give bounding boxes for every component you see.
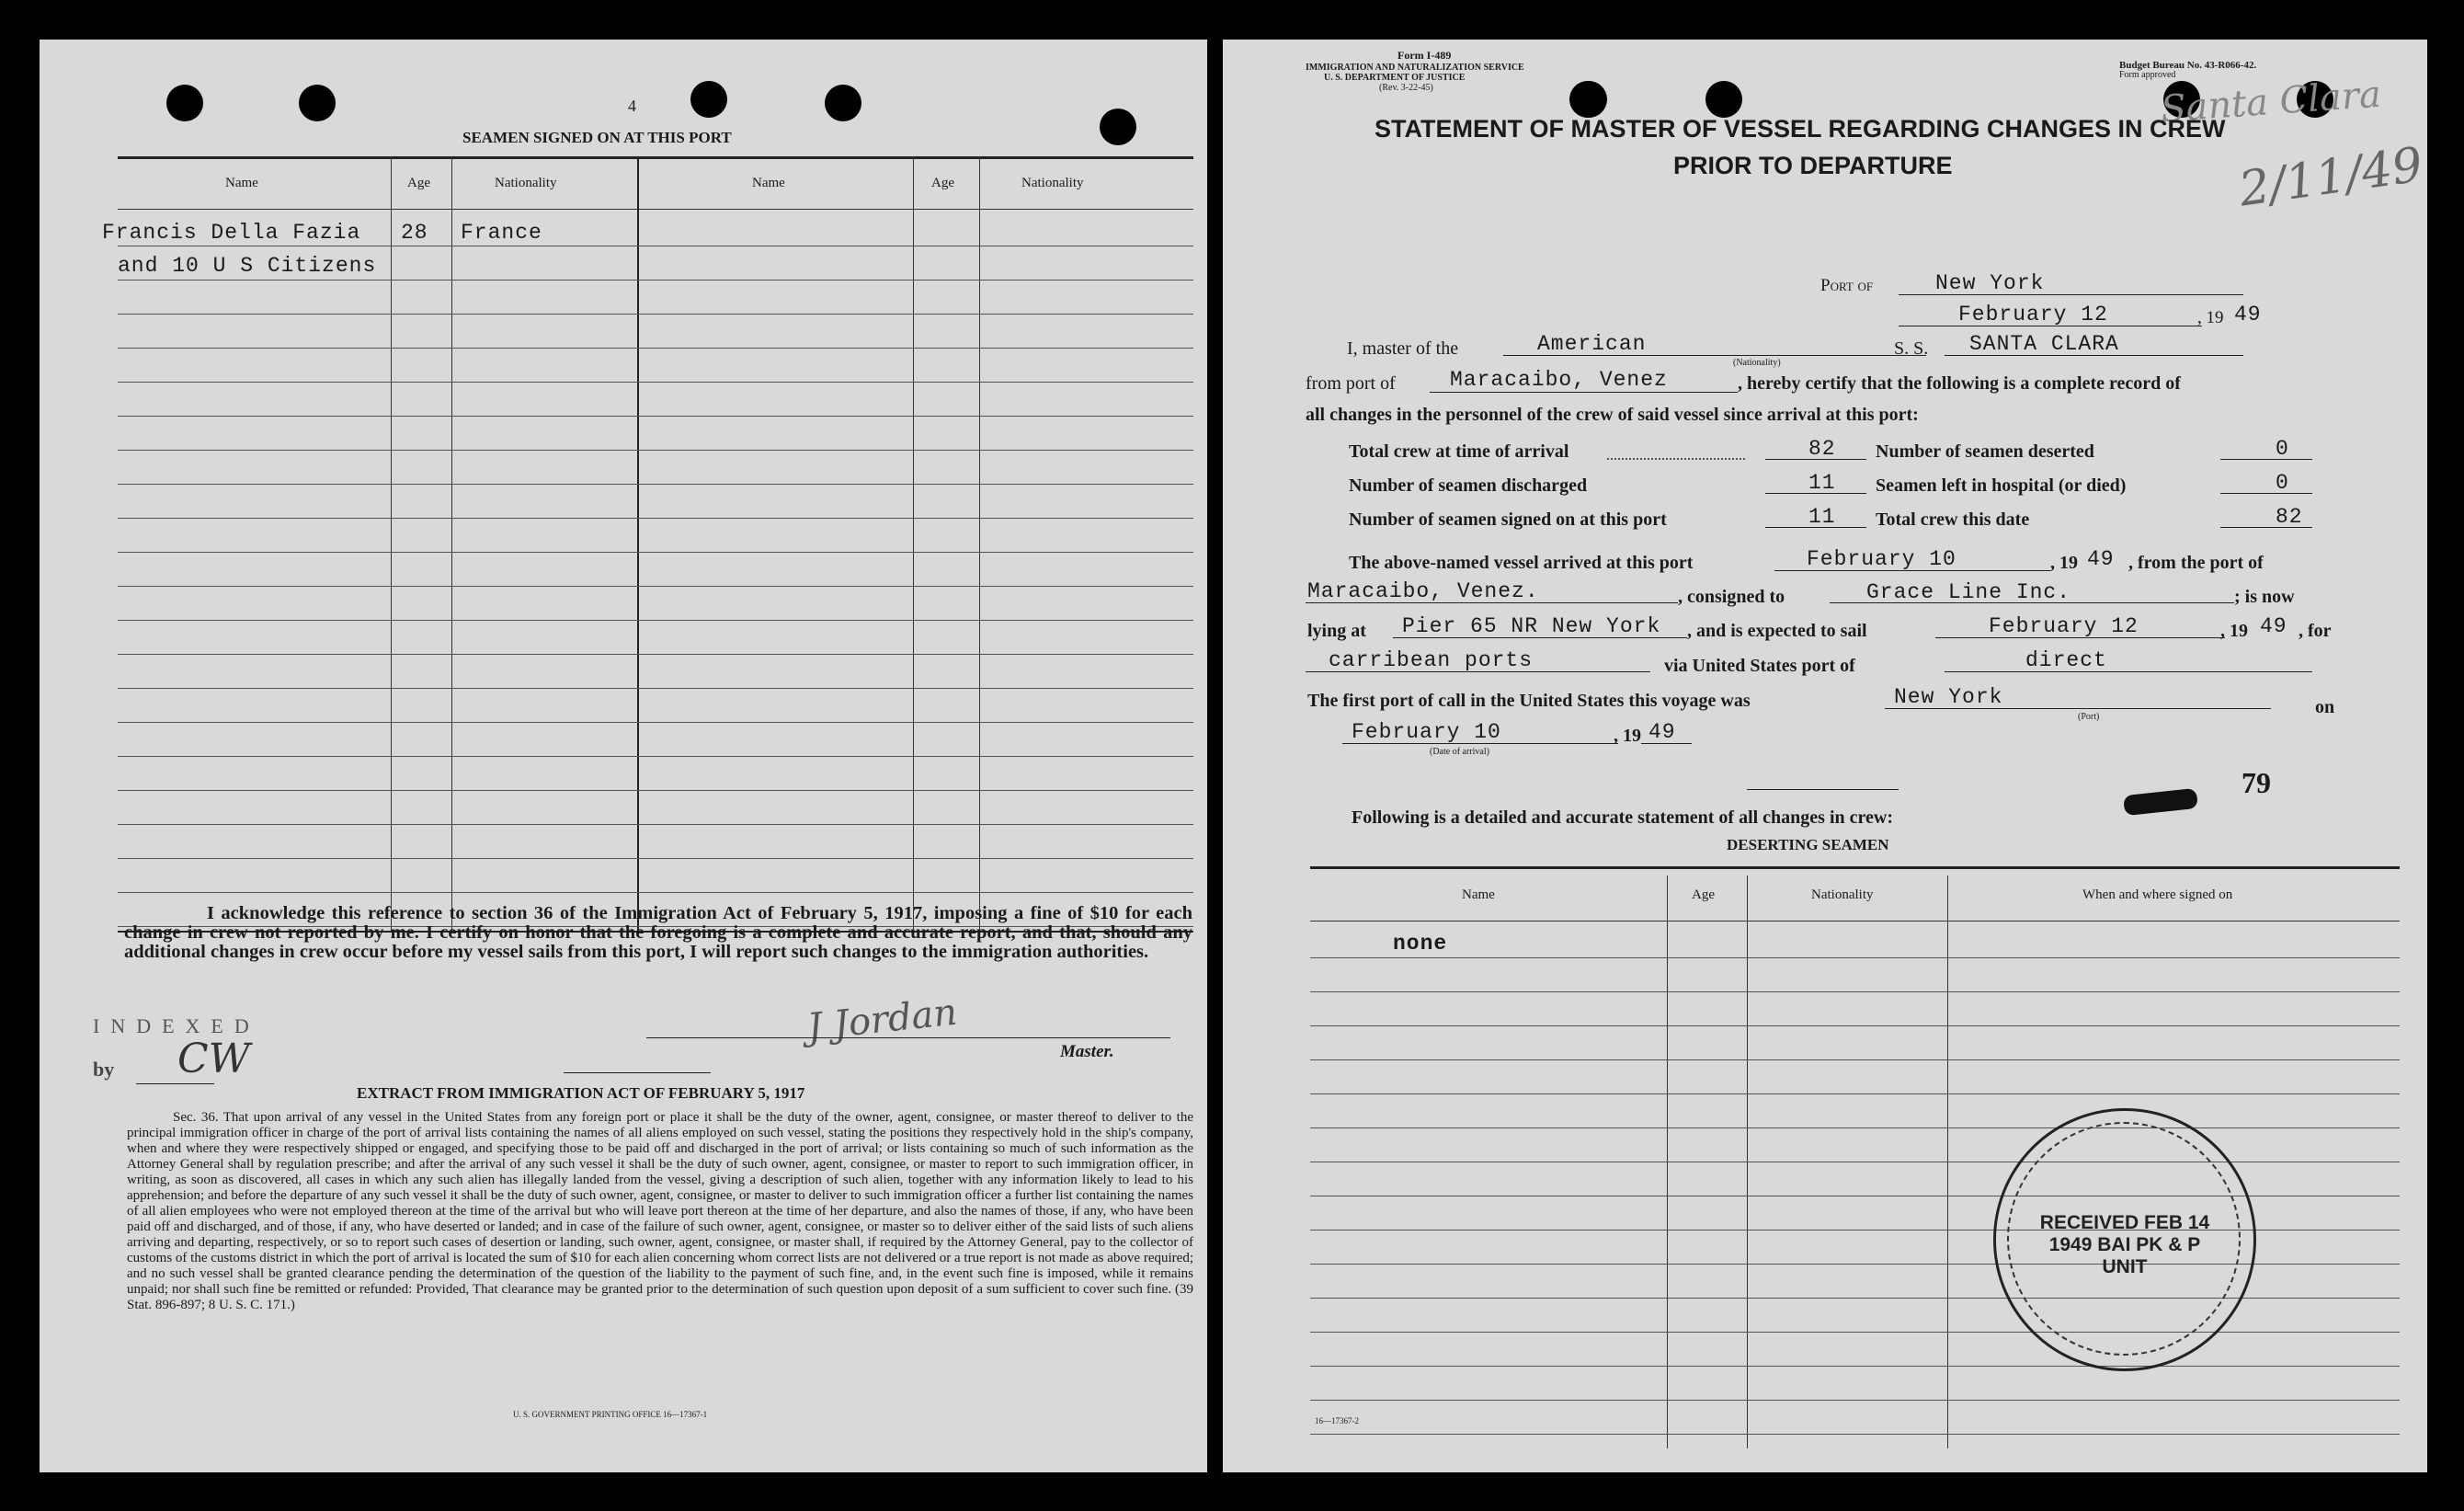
master-of-label: I, master of the (1347, 338, 1459, 359)
extract-text: Sec. 36. That upon arrival of any vessel in the United States from any foreign port or place it shall be the duty of the owner, agent, consignee, or master thereof to deliver to the principal immigration officer in charge of the port of arrival lists containing the names of all aliens employed on such vessel, stating the positions they respectively hold in the ship's company, when and where they were respectively shipped or engaged, and specifying those to be paid off and discharged in the port of arrival; or lists containing so much of such information as the Attorney General shall by regulation prescribe; and after the arrival of any such vessel it shall be the duty of such owner, agent, consignee, or master to report to such immigration officer, in writing, as soon as discovered, all cases in which any such alien has illegally landed from the vessel, giving a description of such alien, together with any information likely to lead to his apprehension; and before the departure of any such vessel it shall be the duty of such owner, agent, consignee, or master to deliver to such immigration officer a further list containing the names of all alien employees who were not employed thereon at the time of the arrival but who will leave port thereon at the time of her departure, and also the names of those, if any, who have been paid off and discharged, and of those, if any, who have deserted or landed; and in case of the failure of such owner, agent, consignee, or master so to deliver either of the said lists of such aliens arriving and departing, respectively, or so to report such cases of desertion or landing, such owner, agent, consignee, or master shall, if required by the Attorney General, pay to the collector of customs of the customs district in which the port of arrival is located the sum of $10 for each alien concerning whom correct lists are not delivered or a true report is not made as above required; and no such vessel shall be granted clearance pending the determination of the question of the liability to the payment of such fine, and, in the event such fine is imposed, while it remains unpaid; nor shall such fine be remitted or refunded: Provided, That clearance may be granted prior to the determination of such question upon deposit of a sum sufficient to cover such fine. (39 Stat. 896-897; 8 U. S. C. 171.) (127, 1110, 1193, 1312)
table-row-rule (118, 416, 1193, 417)
vessel-nationality: American (1537, 332, 1647, 356)
handwritten-ship-name: Santa Clara (2159, 73, 2383, 132)
table-row-rule (1310, 1093, 2400, 1094)
seaman-name: and 10 U S Citizens (118, 254, 377, 278)
table-row-rule (118, 348, 1193, 349)
agency-line: IMMIGRATION AND NATURALIZATION SERVICE (1306, 63, 1524, 73)
punch-hole (1570, 81, 1607, 118)
table-row-rule (118, 892, 1193, 893)
master-label: Master. (1060, 1042, 1114, 1061)
punch-hole (690, 81, 727, 118)
extract-title: EXTRACT FROM IMMIGRATION ACT OF FEBRUARY 5, 1917 (357, 1084, 805, 1102)
arrival-year: 49 (2087, 547, 2115, 571)
table-row-rule (1310, 957, 2400, 958)
col-header-name-2: Name (752, 176, 785, 190)
desert-col-name: Name (1462, 887, 1495, 902)
table-row-rule (118, 722, 1193, 723)
sail-year: 49 (2260, 614, 2287, 638)
table-row-rule (118, 518, 1193, 519)
seaman-name: Francis Della Fazia (102, 221, 361, 245)
first-port-date: February 10 (1352, 720, 1501, 744)
col-header-age: Age (407, 176, 430, 190)
section-title: SEAMEN SIGNED ON AT THIS PORT (462, 129, 732, 146)
ship-name: SANTA CLARA (1969, 332, 2119, 356)
table-row-rule (118, 688, 1193, 689)
table-row-rule (1310, 1400, 2400, 1401)
budget-line: Form approved (2119, 70, 2176, 80)
form-date: February 12 (1958, 303, 2108, 326)
punch-hole (166, 85, 203, 121)
handwritten-date: 2/11/49 (2235, 137, 2426, 218)
page-number: 4 (628, 97, 636, 115)
punch-hole (1705, 81, 1742, 118)
from-port-value: Maracaibo, Venez (1450, 368, 1668, 392)
seamen-discharged: 11 (1808, 471, 1836, 495)
table-row-rule (118, 484, 1193, 485)
first-port: New York (1894, 685, 2003, 709)
arrived-from-port: Maracaibo, Venez. (1307, 579, 1539, 603)
indexed-by-label: by (93, 1058, 115, 1081)
first-port-year: 49 (1648, 720, 1676, 744)
desert-col-nationality: Nationality (1811, 887, 1874, 902)
table-row-rule (1310, 991, 2400, 992)
col-header-name: Name (225, 176, 258, 190)
left-page (40, 40, 1207, 1472)
total-crew-arrival: 82 (1808, 437, 1836, 461)
table-row-rule (118, 552, 1193, 553)
consignee: Grace Line Inc. (1866, 580, 2071, 604)
table-row-rule (118, 654, 1193, 655)
deserting-title: DESERTING SEAMEN (1727, 836, 1889, 853)
indexed-stamp: INDEXED (93, 1014, 260, 1037)
seamen-signed-on: 11 (1808, 505, 1836, 529)
table-row-rule (1310, 1434, 2400, 1435)
seaman-age: 28 (401, 221, 428, 245)
agency-line: (Rev. 3-22-45) (1379, 83, 1433, 93)
acknowledgement-text: I acknowledge this reference to section 36 of the Immigration Act of February 5, 1917, imposing a fine of $10 for each change in crew not reported by me. I certify on honor that the foregoing is a complete and accurate report, and that, should any additional changes in crew occur before my vessel sails from this port, I will report such changes to the immigration authorities. (124, 903, 1192, 962)
table-row-rule (118, 450, 1193, 451)
punch-hole (1100, 109, 1136, 145)
table-row-rule (1310, 1059, 2400, 1060)
punch-hole (825, 85, 861, 121)
table-row-rule (1310, 1332, 2400, 1333)
table-row-rule (118, 756, 1193, 757)
table-row-rule (1310, 1025, 2400, 1026)
form-date-year: 49 (2234, 303, 2262, 326)
seaman-nationality: France (461, 221, 542, 245)
arrival-date: February 10 (1807, 547, 1956, 571)
form-title: STATEMENT OF MASTER OF VESSEL REGARDING CHANGES IN CREW (1375, 115, 2226, 143)
table-row-rule (118, 620, 1193, 621)
seamen-deserted: 0 (2276, 437, 2289, 461)
form-subtitle: PRIOR TO DEPARTURE (1673, 152, 1953, 179)
seamen-hospital: 0 (2276, 471, 2289, 495)
budget-line: Budget Bureau No. 43-R066-42. (2119, 60, 2257, 71)
redaction-mark (2123, 788, 2198, 816)
received-stamp-bai: RECEIVED FEB 14 1949 BAI PK & P UNIT (1993, 1108, 2256, 1371)
master-signature: J Jordan (805, 990, 960, 1049)
port-of-value: New York (1935, 271, 2045, 295)
col-header-nationality: Nationality (495, 176, 557, 190)
indexed-initials: CW (177, 1036, 250, 1082)
deserting-entry: none (1393, 932, 1448, 956)
form-number: Form I-489 (1397, 49, 1452, 62)
table-row-rule (1310, 1366, 2400, 1367)
punch-hole (299, 85, 336, 121)
agency-line: U. S. DEPARTMENT OF JUSTICE (1324, 73, 1466, 83)
total-crew-this-date: 82 (2276, 505, 2303, 529)
desert-col-signed-on: When and where signed on (2082, 887, 2233, 902)
page-mark: 79 (2242, 766, 2271, 799)
form-code: 16—17367-2 (1315, 1416, 1359, 1425)
sail-date: February 12 (1989, 614, 2139, 638)
table-row-rule (118, 824, 1193, 825)
right-page: Form I-489 IMMIGRATION AND NATURALIZATION SERVICE U. S. DEPARTMENT OF JUSTICE (Rev. 3-22-45) Budget Bureau No. 43-R066-42. Form approved Santa Clara 2/11/49 STATEMENT OF MASTER OF VESSEL REGARDING CHANGES IN CREW PRIOR TO DEPARTURE Port of New York February 12 , 19 49 I, master of the American (Nationality) S. S. SANTA CLARA from port of Maracaibo, Venez , hereby certify that the following is a complete record of all changes in the personnel of the crew of said vessel since arrival at this port: Total crew at time of arrival 82 Number of seamen discharged 11 Number of seamen signed on at this port 11 Number of seamen deserted 0 Seamen left in hospital (or died) 0 Total crew this date 82 The above-named vessel arrived at this port February 10 , 19 49 , from the port of Maracaibo, Venez. , consigned to Grace Line Inc. ; is now lying at Pier 65 NR New York , and is expected to sail February 12 , 19 49 , for carribean ports via United States port of direct The first port of call in the United States this voyage was New York (Port) on February 10 (Date of arrival) , 19 49 79 Following is a detailed and accurate statement of all changes in crew: DESERTING SEAMEN Name Age Nationality When and where signed on none 16—17367-2 RECEIVED FEB 14 1949 BAI PK & P UNIT (1223, 40, 2427, 1472)
destination: carribean ports (1329, 648, 1534, 672)
col-header-age-2: Age (931, 176, 954, 190)
via-port: direct (2025, 648, 2107, 672)
port-of-label: Port of (1820, 276, 1874, 295)
table-row-rule (118, 858, 1193, 859)
table-row-rule (118, 382, 1193, 383)
berth-location: Pier 65 NR New York (1402, 614, 1661, 638)
printer-note: U. S. GOVERNMENT PRINTING OFFICE 16—17367-1 (513, 1410, 708, 1419)
table-row-rule (118, 314, 1193, 315)
col-header-nationality-2: Nationality (1021, 176, 1084, 190)
table-row-rule (118, 790, 1193, 791)
desert-col-age: Age (1692, 887, 1715, 902)
table-row-rule (118, 586, 1193, 587)
